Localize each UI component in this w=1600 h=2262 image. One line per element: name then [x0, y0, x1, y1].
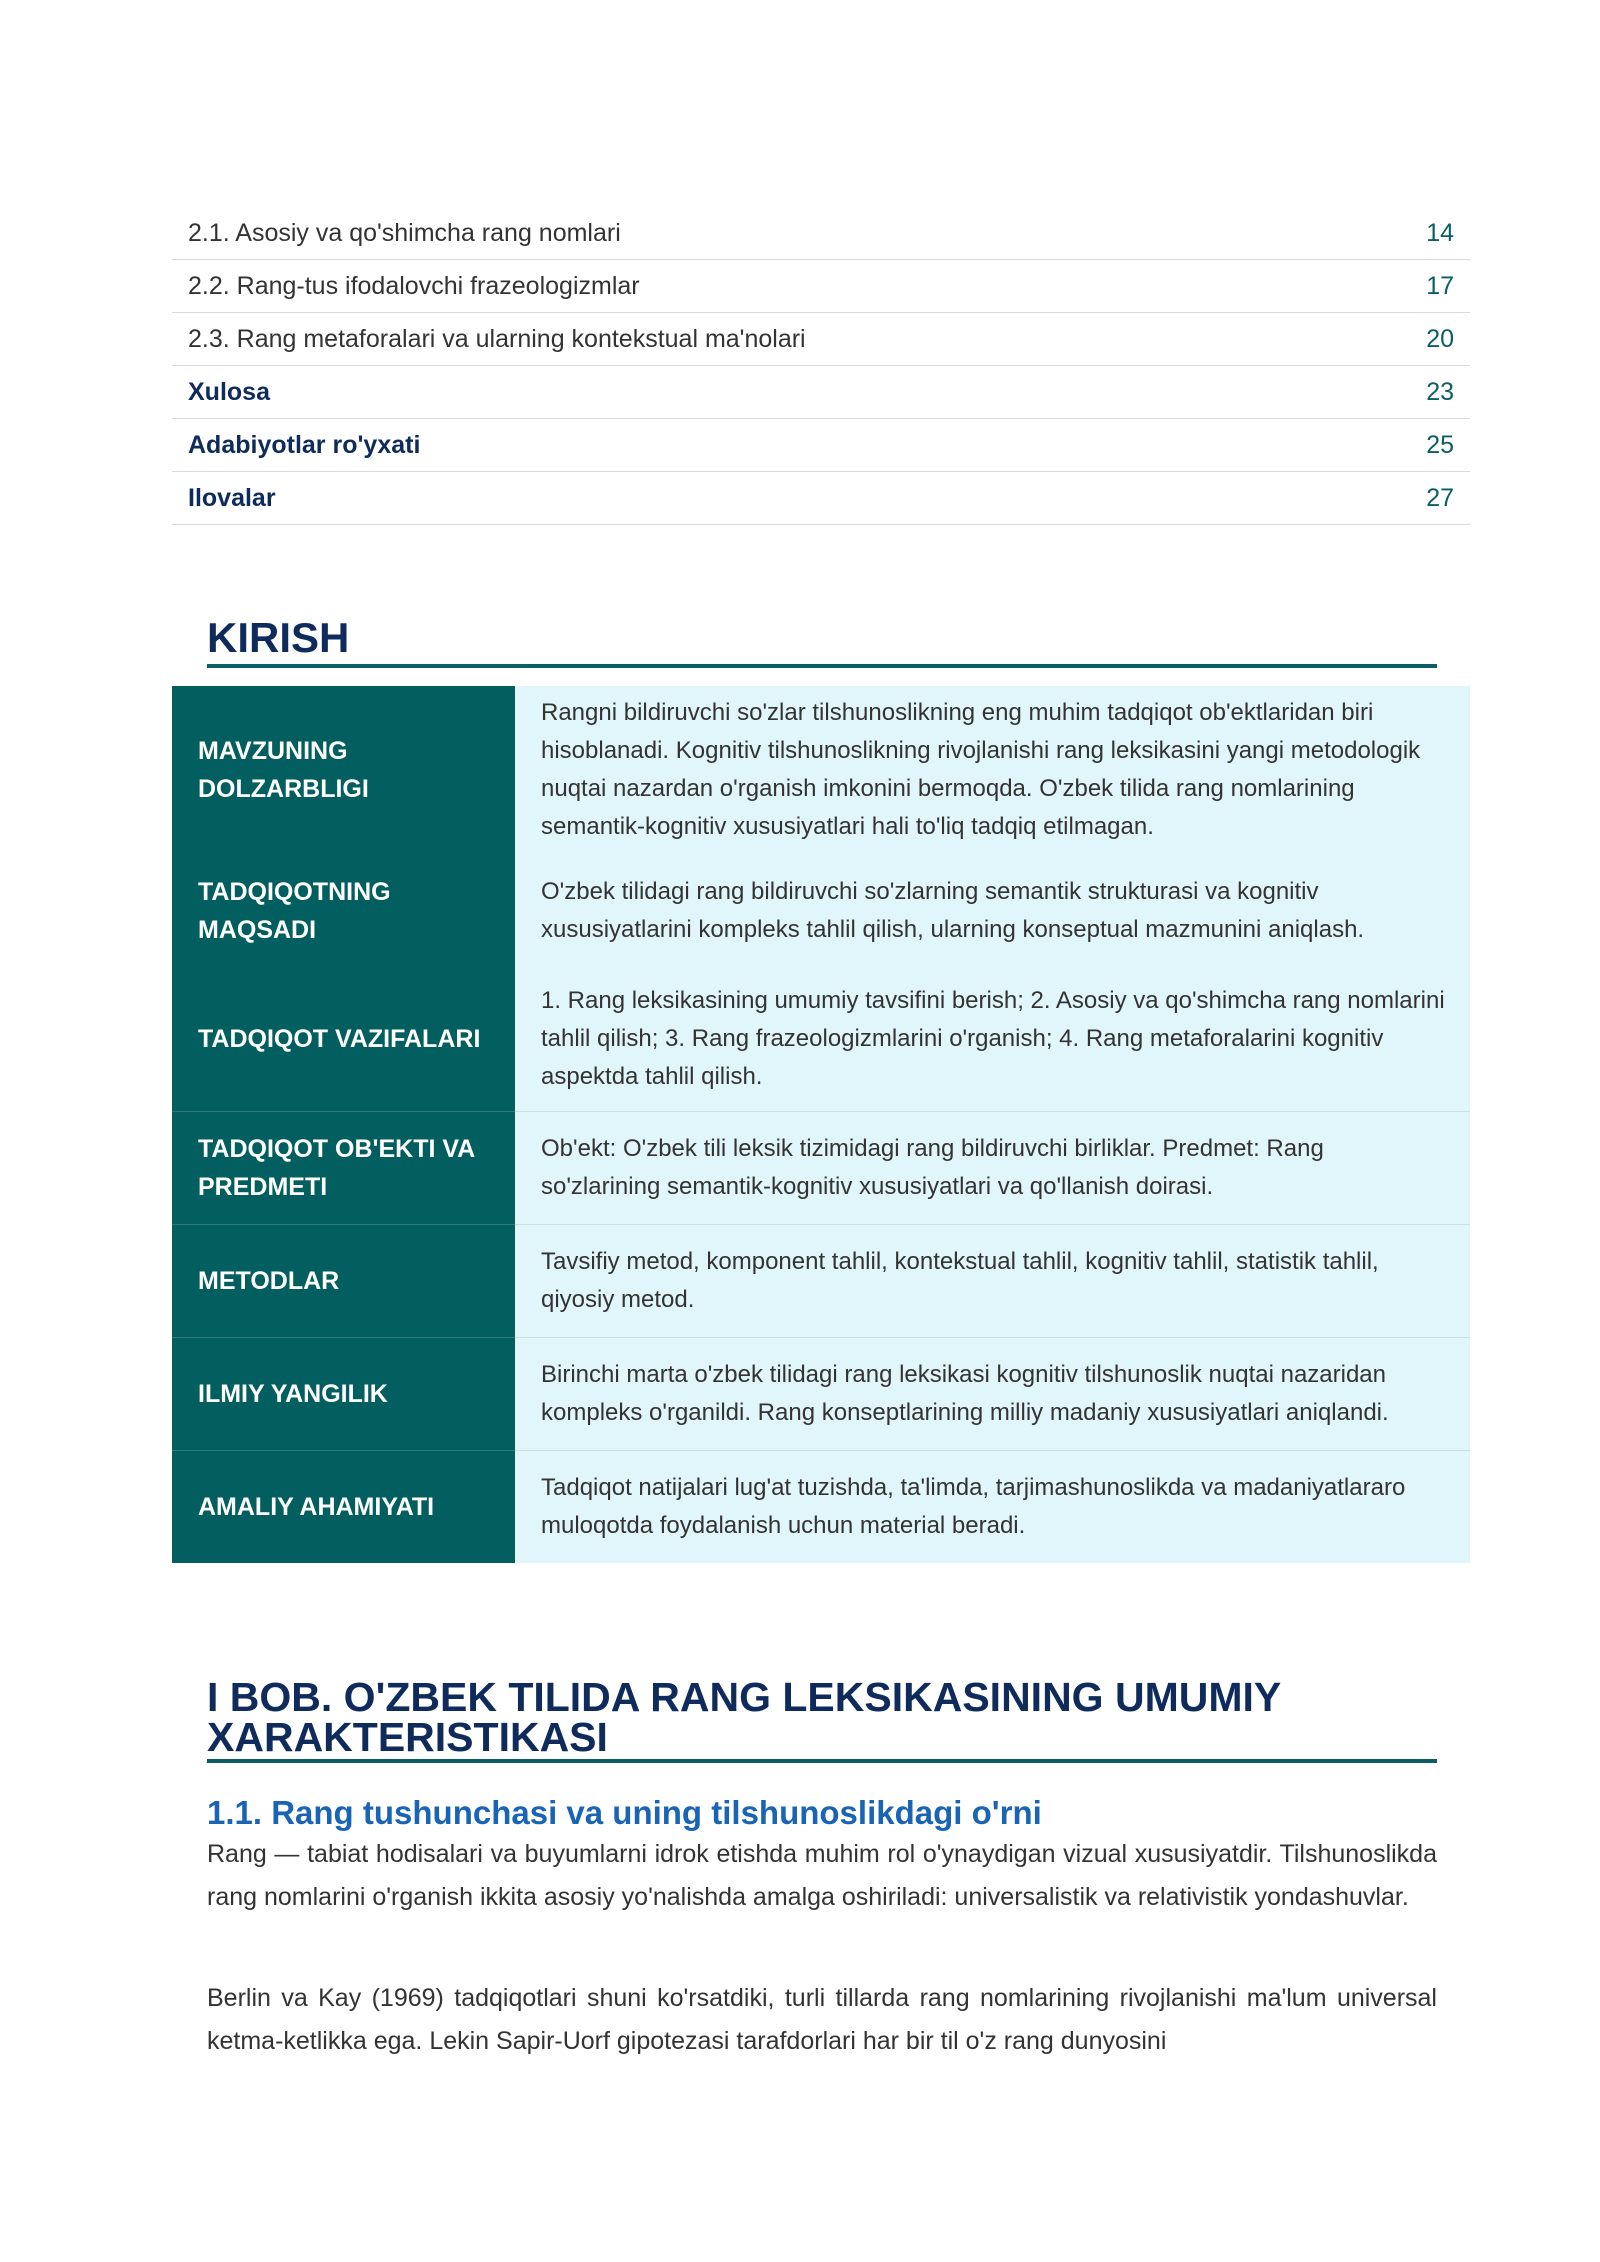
row-label: TADQIQOTNING MAQSADI	[172, 854, 515, 968]
toc-page: 17	[1426, 271, 1454, 300]
toc-title: Ilovalar	[188, 483, 276, 512]
toc-page: 27	[1426, 483, 1454, 512]
body-paragraph: Rang — tabiat hodisalari va buyumlarni idrok etishda muhim rol o'ynaydigan vizual xususiyatdir. Tilshunoslikda rang nomlarini o'rganish ikkita asosiy yo'nalishda amalga oshiriladi: universalistik va relativistik yondashuvlar.	[207, 1840, 1437, 1911]
table-row	[172, 1111, 1470, 1224]
table-row	[172, 686, 1470, 854]
toc-page: 25	[1426, 430, 1454, 459]
toc-page: 20	[1426, 324, 1454, 353]
toc-title: Xulosa	[188, 377, 270, 406]
toc-row[interactable]	[172, 472, 1470, 525]
toc-title: 2.2. Rang-tus ifodalovchi frazeologizmlar	[188, 271, 640, 300]
toc-title: 2.1. Asosiy va qo'shimcha rang nomlari	[188, 218, 621, 247]
toc-page: 23	[1426, 377, 1454, 406]
row-label: AMALIY AHAMIYATI	[172, 1450, 515, 1563]
intro-table	[172, 686, 1470, 1563]
row-label: TADQIQOT VAZIFALARI	[172, 968, 515, 1111]
row-text: Ob'ekt: O'zbek tili leksik tizimidagi rang bildiruvchi birliklar. Predmet: Rang so'zlarining semantik-kognitiv xususiyatlari va qo'llanish doirasi.	[515, 1111, 1470, 1224]
toc-row[interactable]	[172, 207, 1470, 260]
section-title: 1.1. Rang tushunchasi va uning tilshunoslikdagi o'rni	[207, 1794, 1042, 1831]
row-label: ILMIY YANGILIK	[172, 1337, 515, 1450]
table-row	[172, 1224, 1470, 1337]
body-paragraph: Berlin va Kay (1969) tadqiqotlari shuni ko'rsatdiki, turli tillarda rang nomlarining rivojlanishi ma'lum universal ketma-ketlikka ega. Lekin Sapir-Uorf gipotezasi tarafdorlari har bir til o'z rang dunyosini	[207, 1984, 1437, 2055]
row-text: O'zbek tilidagi rang bildiruvchi so'zlarning semantik strukturasi va kognitiv xususiyatlarini kompleks tahlil qilish, ularning konseptual mazmunini aniqlash.	[515, 854, 1470, 968]
row-text: 1. Rang leksikasining umumiy tavsifini berish; 2. Asosiy va qo'shimcha rang nomlarini tahlil qilish; 3. Rang frazeologizmlarini o'rganish; 4. Rang metaforalarini kognitiv aspektda tahlil qilish.	[515, 968, 1470, 1111]
table-row	[172, 854, 1470, 968]
toc-page: 14	[1426, 218, 1454, 247]
toc-row[interactable]	[172, 419, 1470, 472]
toc-row[interactable]	[172, 313, 1470, 366]
row-label: MAVZUNING DOLZARBLIGI	[172, 686, 515, 854]
table-row	[172, 968, 1470, 1111]
table-row	[172, 1337, 1470, 1450]
toc-title: 2.3. Rang metaforalari va ularning kontekstual ma'nolari	[188, 324, 806, 353]
chapter-heading: I BOB. O'ZBEK TILIDA RANG LEKSIKASINING UMUMIY XARAKTERISTIKASI	[207, 1677, 1437, 1763]
toc-row[interactable]	[172, 366, 1470, 419]
kirish-heading: KIRISH	[207, 612, 1437, 668]
table-row	[172, 1450, 1470, 1563]
row-label: METODLAR	[172, 1224, 515, 1337]
row-text: Tadqiqot natijalari lug'at tuzishda, ta'limda, tarjimashunoslikda va madaniyatlararo muloqotda foydalanish uchun material beradi.	[515, 1450, 1470, 1563]
row-text: Tavsifiy metod, komponent tahlil, kontekstual tahlil, kognitiv tahlil, statistik tahlil, qiyosiy metod.	[515, 1224, 1470, 1337]
toc-title: Adabiyotlar ro'yxati	[188, 430, 421, 459]
row-text: Birinchi marta o'zbek tilidagi rang leksikasi kognitiv tilshunoslik nuqtai nazaridan kompleks o'rganildi. Rang konseptlarining milliy madaniy xususiyatlari aniqlandi.	[515, 1337, 1470, 1450]
row-label: TADQIQOT OB'EKTI VA PREDMETI	[172, 1111, 515, 1224]
table-of-contents	[172, 207, 1470, 525]
toc-row[interactable]	[172, 260, 1470, 313]
row-text: Rangni bildiruvchi so'zlar tilshunoslikning eng muhim tadqiqot ob'ektlaridan biri hisoblanadi. Kognitiv tilshunoslikning rivojlanishi rang leksikasini yangi metodologik nuqtai nazardan o'rganish imkonini bermoqda. O'zbek tilida rang nomlarining semantik-kognitiv xususiyatlari hali to'liq tadqiq etilmagan.	[515, 686, 1470, 854]
